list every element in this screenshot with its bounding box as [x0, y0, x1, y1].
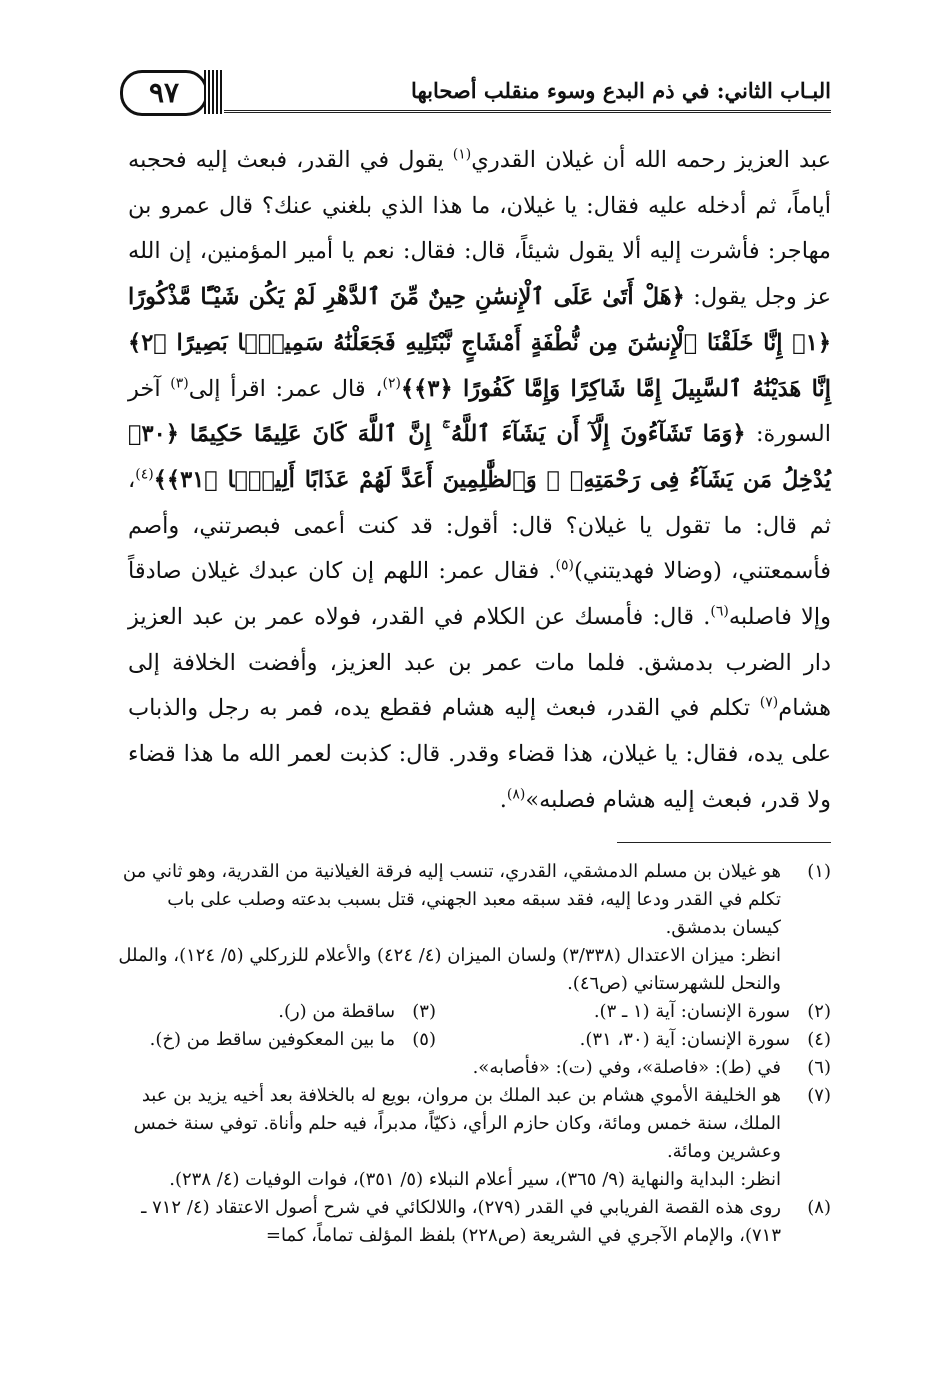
text-run: . فقال عمر: اللهم إن كان عبدك غيلان صادقاً وإلا فاصلبه	[128, 558, 831, 631]
footnote-text: سورة الإنسان: آية (٣٠، ٣١).	[579, 1029, 791, 1050]
footnote-text: في (ط): «فاصلة»، وفي (ت): «فأصابه».	[472, 1057, 781, 1078]
main-text	[128, 138, 831, 824]
paragraph	[128, 138, 831, 824]
footnote-number: (٢)	[807, 1001, 831, 1022]
footnote-ref: (١)	[452, 146, 472, 163]
footnote-ref: (٧)	[759, 694, 779, 711]
footnote-ref: (٢)	[382, 375, 401, 392]
footnote-8	[118, 1194, 831, 1250]
header-rule	[224, 110, 831, 113]
footnote-text: ما بين المعكوفين ساقط من (خ).	[149, 1029, 396, 1050]
footnote-ref: (٦)	[710, 603, 729, 620]
footnote-text: سورة الإنسان: آية (١ ـ ٣).	[593, 1001, 791, 1022]
text-run: . قال: فأمسك عن الكلام في القدر، فولاه عمر بن عبد العزيز دار الضرب بدمشق. فلما مات عمر بن عبد العزيز، وأفضت الخلافة إلى هشام	[128, 604, 831, 722]
text-run: ، ثم قال: ما تقول يا غيلان؟ قال: أقول: قد كنت أعمى فبصرتني، وأصم فأسمعتني، (وضالا فهديتني)	[128, 466, 831, 585]
footnote-number: (٤)	[807, 1029, 831, 1050]
footnote-text: روى هذه القصة الفريابي في القدر (٢٧٩)، واللالكائي في شرح أصول الاعتقاد (٤/ ٧١٢ ـ ٧١٣)، والإمام الآجري في الشريعة (ص٢٢٨) بلفظ المؤلف تماماً، كما=	[141, 1197, 781, 1246]
text-run: تكلم في القدر، فبعث إليه هشام فقطع يده، فمر به رجل والذباب على يده، فقال: يا غيلان، هذا قضاء وقدر. قال: كذبت لعمر الله ما هذا قضاء ولا قدر، فبعث إليه هشام فصلبه»	[128, 695, 831, 813]
quran-verse: ﴿هَلْ أَتَىٰ عَلَى ٱلْإِنسَٰنِ حِينٌ مِّنَ ٱلدَّهْرِ لَمْ يَكُن شَيْـًٔا مَّذْكُورًا ﴿١﴾ إِنَّا خَلَقْنَا ٱلْإِنسَٰنَ مِن نُّطْفَةٍ أَمْشَاجٍ نَّبْتَلِيهِ فَجَعَلْنَٰهُ سَمِيعًۢا بَصِيرًا ﴿٢﴾ إِنَّا هَدَيْنَٰهُ ٱلسَّبِيلَ إِمَّا شَاكِرًا وَإِمَّا كَفُورًا ﴿٣﴾﴾	[128, 284, 831, 402]
text-run: آخر السورة:	[128, 375, 831, 448]
text-run: عبد العزيز رحمه الله أن غيلان القدري	[471, 147, 831, 173]
text-run: يقول في القدر، فبعث إليه فحجبه أياماً، ثم أدخله عليه فقال: يا غيلان، ما هذا الذي بلغني عنك؟ قال عمرو بن مهاجر: فأشرت إليه ألا يقول شيئاً، قال: فقال: نعم يا أمير المؤمنين، إن الله عز وجل يقول:	[128, 147, 831, 311]
footnote-number: (١)	[807, 861, 831, 882]
footnote-number: (٣)	[412, 1001, 436, 1022]
ornament-bars	[204, 70, 224, 114]
page-number: ٩٧	[120, 70, 208, 116]
footnote-4	[580, 1026, 831, 1054]
footnote-6	[118, 1054, 831, 1082]
footnote-row-2-3	[118, 998, 831, 1026]
footnote-reference-line: انظر: ميزان الاعتدال (٣/٣٣٨) ولسان الميزان (٤/ ٤٢٤) والأعلام للزركلي (٥/ ١٢٤)، والملل والنحل للشهرستاني (ص٤٦).	[118, 945, 781, 994]
footnote-ref: (٥)	[555, 557, 575, 574]
text-run: ، قال عمر: اقرأ إلى	[188, 375, 383, 402]
footnote-reference-line: انظر: البداية والنهاية (٩/ ٣٦٥)، سير أعلام النبلاء (٥/ ٣٥١)، فوات الوفيات (٤/ ٢٣٨).	[169, 1169, 781, 1190]
footnotes	[118, 858, 831, 1250]
footnote-7	[118, 1082, 831, 1194]
footnote-ref: (٨)	[506, 786, 526, 803]
footnote-number: (٥)	[412, 1029, 436, 1050]
footnote-5	[150, 1026, 436, 1054]
footnote-ref: (٤)	[135, 466, 154, 483]
footnote-ref: (٣)	[170, 375, 189, 392]
quran-verse: ﴿وَمَا تَشَآءُونَ إِلَّآ أَن يَشَآءَ ٱللَّهُ ۚ إِنَّ ٱللَّهَ كَانَ عَلِيمًا حَكِيمًا ﴿٣٠﴾ يُدْخِلُ مَن يَشَآءُ فِى رَحْمَتِهِۦ ۚ وَٱلظَّٰلِمِينَ أَعَدَّ لَهُمْ عَذَابًا أَلِيمًۢا ﴿٣١﴾﴾	[128, 421, 831, 493]
footnote-text: هو الخليفة الأموي هشام بن عبد الملك بن مروان، بويع له بالخلافة بعد أخيه يزيد بن عبد الملك، سنة خمس ومائة، وكان حازم الرأي، ذكيّاً، مدبراً، فيه حلم وأناة. توفي سنة خمس وعشرين ومائة.	[133, 1085, 781, 1162]
page-number-ornament	[112, 64, 224, 116]
text-run: .	[499, 786, 507, 813]
footnote-1	[118, 858, 831, 998]
footnote-row-4-5	[118, 1026, 831, 1054]
footnote-2	[594, 998, 831, 1026]
footnote-text: ساقطة من (ر).	[278, 1001, 396, 1022]
footnote-3	[278, 998, 436, 1026]
footnote-number: (٨)	[807, 1197, 831, 1218]
footnote-number: (٧)	[807, 1085, 831, 1106]
chapter-title: البـاب الثاني: في ذم البدع وسوء منقلب أصحابها	[411, 78, 831, 103]
footnote-separator	[617, 842, 831, 843]
footnote-number: (٦)	[807, 1057, 831, 1078]
running-header	[112, 62, 831, 118]
footnote-text: هو غيلان بن مسلم الدمشقي، القدري، تنسب إليه فرقة الغيلانية من القدرية، وهو ثاني من تكلم في القدر ودعا إليه، فقد سبقه معبد الجهني، قتل بسبب بدعته وصلب على باب كيسان بدمشق.	[122, 861, 781, 938]
